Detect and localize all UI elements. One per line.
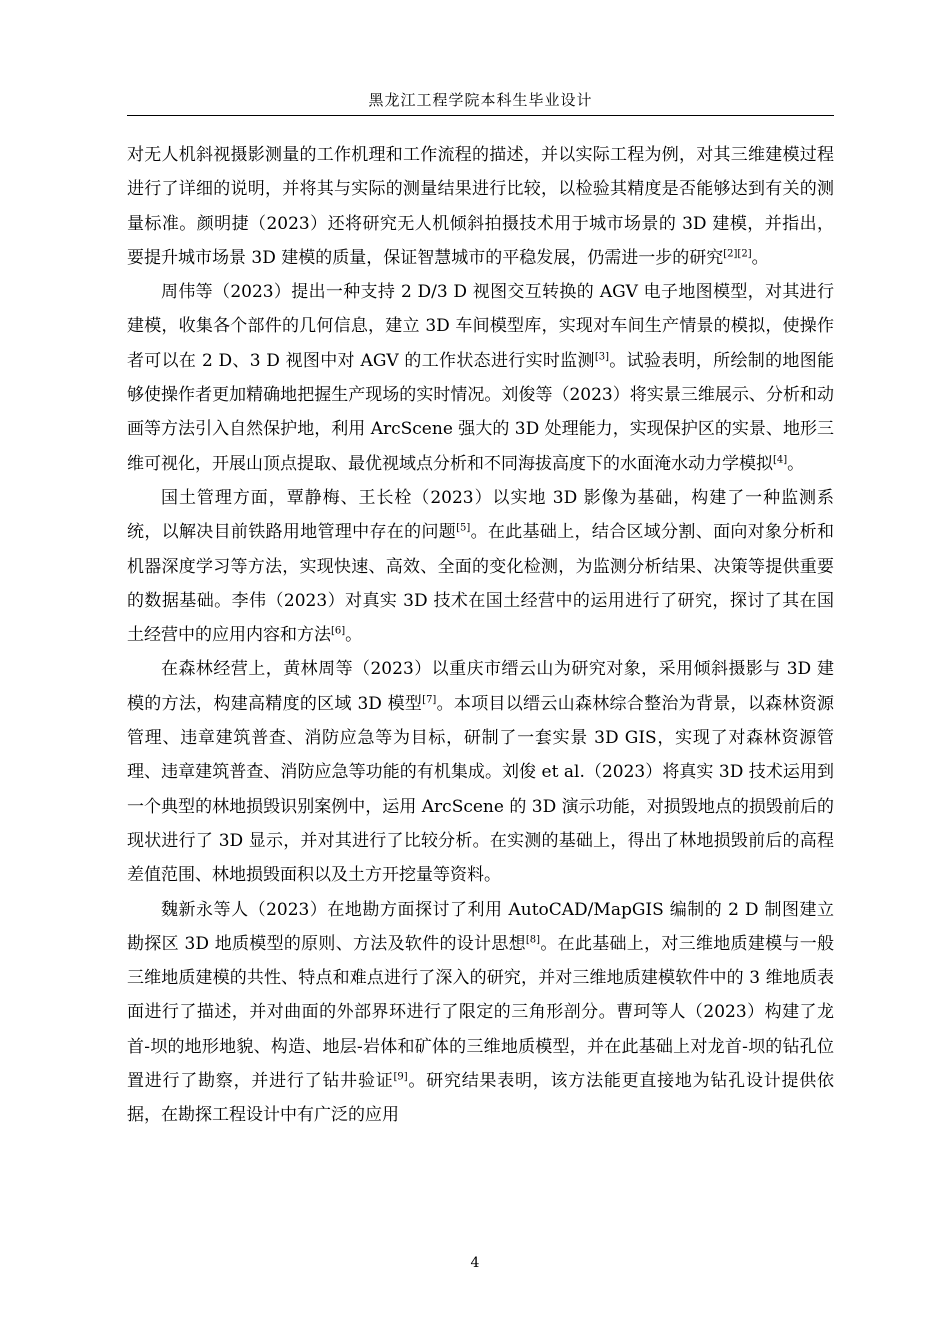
- citation-ref: [7]: [422, 694, 437, 706]
- paragraph-text: 。在此基础上，对三维地质建模与一般三维地质建模的共性、特点和难点进行了深入的研究，并对三维地质建模软件中的 3 维地质表面进行了描述，并对曲面的外部界环进行了限定的三角形剖分。曹珂等人（2023）构建了龙首-坝的地形地貌、构造、地层-岩体和矿体的三维地质模型，并在此基础上对龙首-坝的钻孔位置进行了勘察，并进行了钻井验证: [127, 933, 834, 1092]
- paragraph-text: 魏新永等人（2023）在地勘方面探讨了利用 AutoCAD/MapGIS 编制的 2 D 制图建立勘探区 3D 地质模型的原则、方法及软件的设计思想: [127, 899, 834, 954]
- paragraph-text: 在森林经营上，黄林周等（2023）以重庆市缙云山为研究对象，采用倾斜摄影与 3D 建模的方法，构建高精度的区域 3D 模型: [127, 659, 834, 714]
- paragraph-text: 。在此基础上，结合区域分割、面向对象分析和机器深度学习等方法，实现快速、高效、全面的变化检测，为监测分析结果、决策等提供重要的数据基础。李伟（2023）对真实 3D 技术在国土经营中的运用进行了研究，探讨了其在国土经营中的应用内容和方法: [127, 522, 834, 646]
- citation-ref: [3]: [594, 351, 609, 363]
- paragraph-2: [127, 275, 834, 481]
- citation-ref: [2][2]: [723, 248, 752, 260]
- paragraph-3: [127, 481, 834, 652]
- paragraph-text: 。试验表明，所绘制的地图能够使操作者更加精确地把握生产现场的实时情况。刘俊等（2023）将实景三维展示、分析和动画等方法引入自然保护地，利用 ArcScene 强大的 3D 处理能力，实现保护区的实景、地形三维可视化，开展山顶点提取、最优视域点分析和不同海拔高度下的水面淹水动力学模拟: [127, 350, 835, 474]
- paragraph-text: 。: [751, 247, 769, 268]
- paragraph-text: 国土管理方面，覃静梅、王长栓（2023）以实地 3D 影像为基础，构建了一种监测系统，以解决目前铁路用地管理中存在的问题: [127, 487, 834, 543]
- paragraph-text: 。本项目以缙云山森林综合整治为背景，以森林资源管理、违章建筑普查、消防应急等为目标，研制了一套实景 3D GIS，实现了对森林资源管理、违章建筑普查、消防应急等功能的有机集成。刘俊 et al.（2023）将真实 3D 技术运用到一个典型的林地损毁识别案例中，运用 ArcScene 的 3D 演示功能，对损毁地点的损毁前后的现状进行了 3D 显示，并对其进行了比较分析。在实测的基础上，得出了林地损毁前后的高程差值范围、林地损毁面积以及土方开挖量等资料。: [127, 693, 834, 886]
- citation-ref: [8]: [525, 934, 541, 946]
- paragraph-text: 。: [345, 625, 363, 646]
- citation-ref: [9]: [393, 1071, 408, 1083]
- paragraph-text: 对无人机斜视摄影测量的工作机理和工作流程的描述，并以实际工程为例，对其三维建模过程进行了详细的说明，并将其与实际的测量结果进行比较，以检验其精度是否能够达到有关的测量标准。颜明捷（2023）还将研究无人机倾斜拍摄技术用于城市场景的 3D 建模，并指出，要提升城市场景 3D 建模的质量，保证智慧城市的平稳发展，仍需进一步的研究: [127, 145, 834, 268]
- paragraph-4: [127, 652, 834, 892]
- paragraph-5: [127, 893, 834, 1133]
- header-divider: [127, 115, 834, 116]
- citation-ref: [4]: [773, 454, 788, 466]
- citation-ref: [5]: [456, 522, 471, 534]
- citation-ref: [6]: [331, 625, 346, 637]
- page-header-title: 黑龙江工程学院本科生毕业设计: [368, 91, 593, 109]
- paragraph-text: 。: [787, 453, 805, 474]
- page-number: 4: [470, 1255, 480, 1271]
- paragraph-1: [127, 138, 834, 275]
- paragraph-text: 。研究结果表明，该方法能更直接地为钻孔设计提供依据，在勘探工程设计中有广泛的应用: [127, 1071, 835, 1126]
- paragraph-text: 周伟等（2023）提出一种支持 2 D/3 D 视图交互转换的 AGV 电子地图模型，对其进行建模，收集各个部件的几何信息，建立 3D 车间模型库，实现对车间生产情景的模拟，使操作者可以在 2 D、3 D 视图中对 AGV 的工作状态进行实时监测: [127, 282, 834, 371]
- document-body: [127, 138, 834, 1133]
